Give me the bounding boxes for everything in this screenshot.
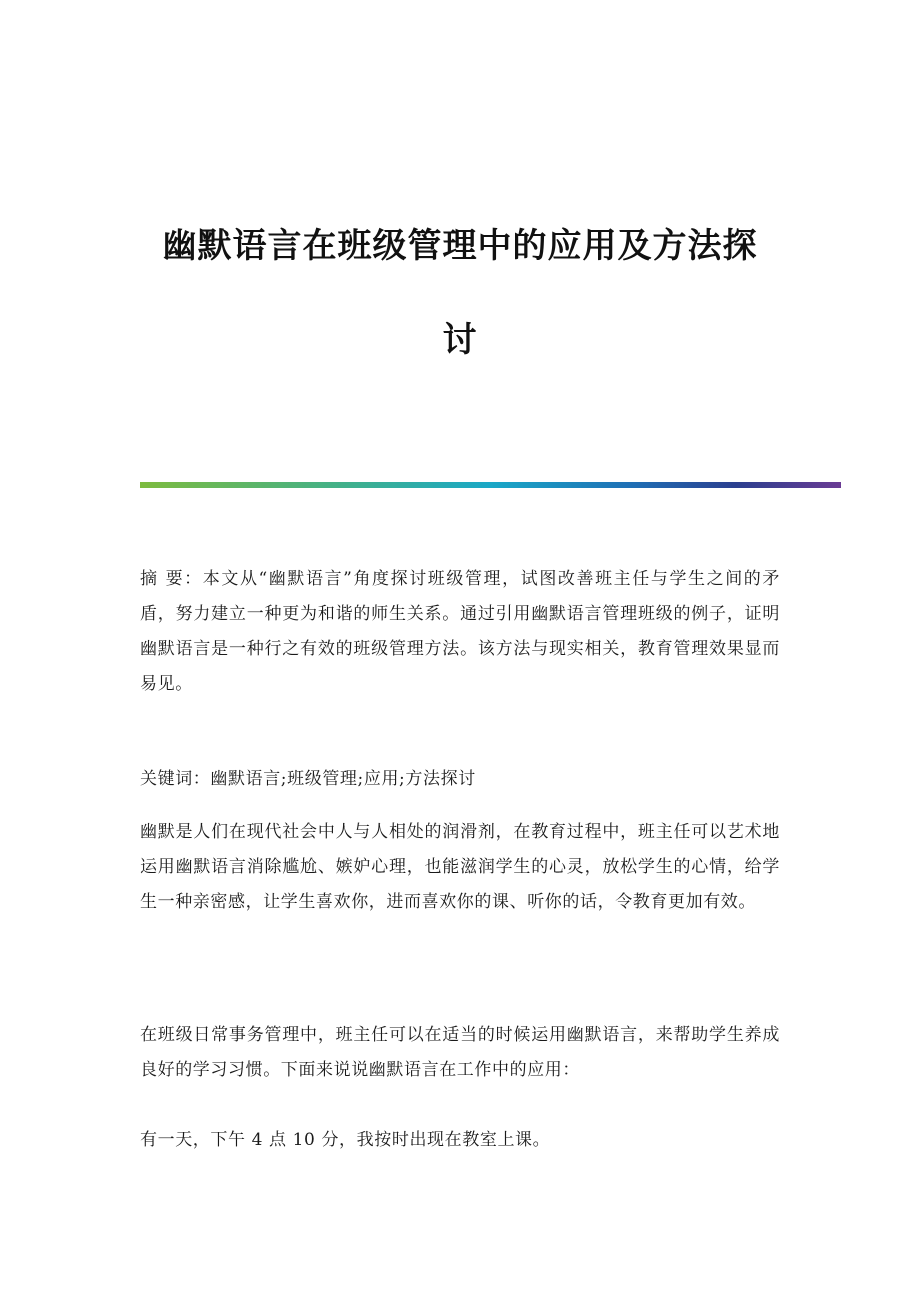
- body-paragraph-1: 幽默是人们在现代社会中人与人相处的润滑剂，在教育过程中，班主任可以艺术地运用幽默语言消除尴尬、嫉妒心理，也能滋润学生的心灵，放松学生的心情，给学生一种亲密感，让学生喜欢你，进而喜欢你的课、听你的话，令教育更加有效。: [140, 822, 780, 912]
- keywords-paragraph: [140, 762, 780, 797]
- body-paragraph-2: 在班级日常事务管理中，班主任可以在适当的时候运用幽默语言，来帮助学生养成良好的学习习惯。下面来说说幽默语言在工作中的应用：: [140, 1025, 780, 1080]
- keywords-label: 关键词：: [140, 769, 211, 789]
- abstract-label: 摘 要：: [140, 569, 203, 589]
- gradient-divider: [140, 482, 841, 488]
- body-paragraph-3: 有一天，下午 4 点 10 分，我按时出现在教室上课。: [140, 1130, 551, 1150]
- keywords-text: 幽默语言;班级管理;应用;方法探讨: [210, 769, 476, 789]
- document-title-line-2: 讨: [442, 320, 478, 360]
- document-title-line-1: 幽默语言在班级管理中的应用及方法探: [162, 226, 758, 266]
- abstract-text: 本文从“幽默语言”角度探讨班级管理，试图改善班主任与学生之间的矛盾，努力建立一种更为和谐的师生关系。通过引用幽默语言管理班级的例子，证明幽默语言是一种行之有效的班级管理方法。该方法与现实相关，教育管理效果显而易见。: [140, 569, 780, 694]
- abstract-paragraph: [140, 562, 780, 702]
